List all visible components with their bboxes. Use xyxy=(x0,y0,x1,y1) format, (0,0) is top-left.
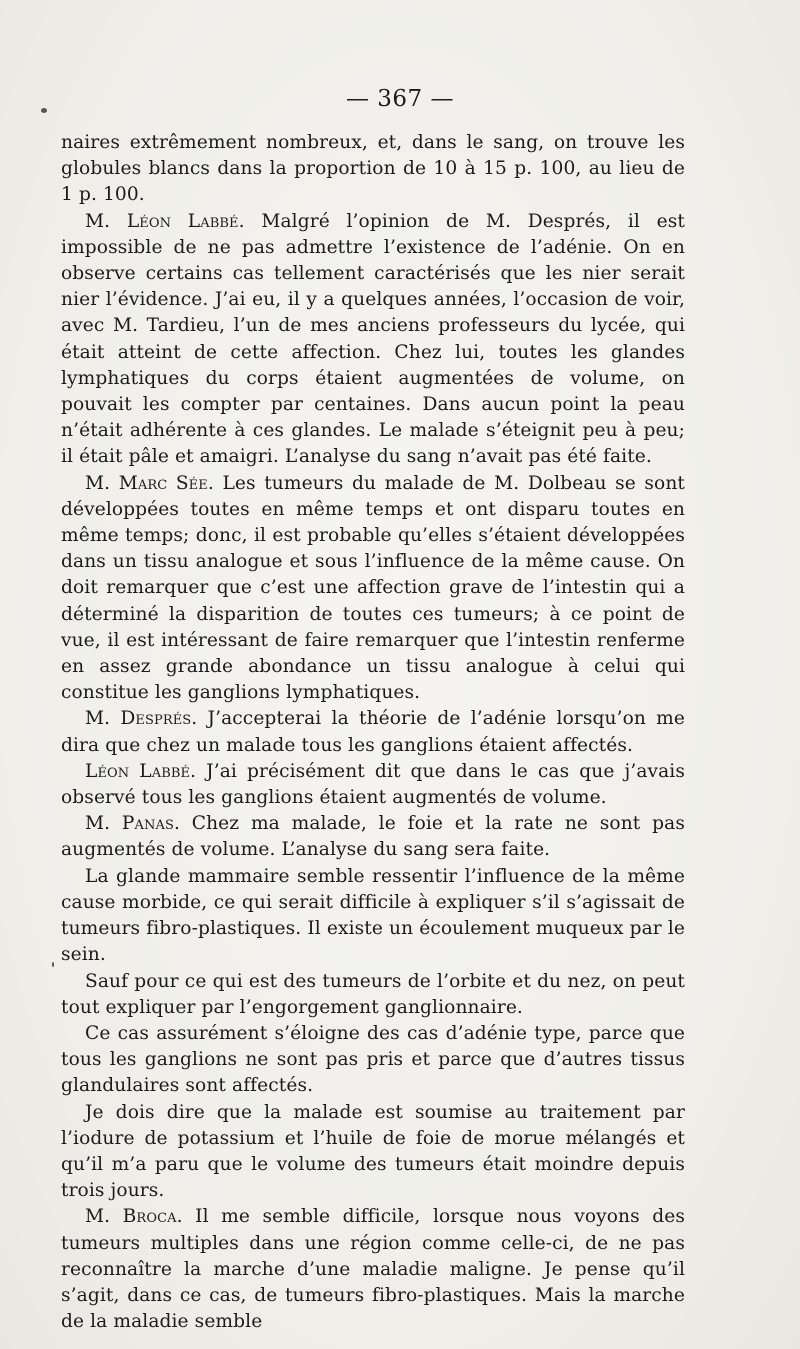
paragraph-text: J’accepterai la théorie de l’adénie lorsqu’on me dira que chez un malade tous les ganglions étaient affectés. xyxy=(61,708,686,756)
paragraph-text: Malgré l’opinion de M. Després, il est impossible de ne pas admettre l’existence de l’adénie. On en observe certains cas tellement caractérisés que les nier serait nier l’évidence. J’ai eu, il y a quelques années, l’occasion de voir, avec M. Tardieu, l’un de mes anciens professeurs du lycée, qui était atteint de cette affection. Chez lui, toutes les glandes lymphatiques du corps étaient augmentées de volume, on pouvait les compter par centaines. Dans aucun point la peau n’était adhérente à ces glandes. Le malade s’éteignit peu à peu; il était pâle et amaigri. L’analyse du sang n’avait pas été faite. xyxy=(61,210,685,468)
page-number: — 367 — xyxy=(345,86,455,112)
paragraph-text: La glande mammaire semble ressentir l’influence de la même cause morbide, ce qui serait difficile à expliquer s’il s’agissait de tumeurs fibro-plastiques. Il existe un écoulement muqueux par le sein. xyxy=(61,865,685,966)
speaker-name: M. Broca. xyxy=(85,1206,183,1228)
speaker-name: M. Després. xyxy=(85,708,198,730)
paragraph-text: naires extrêmement nombreux, et, dans le sang, on trouve les globules blancs dans la proportion de 10 à 15 p. 100, au lieu de 1 p. 100. xyxy=(61,132,685,206)
paragraph xyxy=(61,1204,685,1335)
body-text xyxy=(61,130,685,1335)
paragraph xyxy=(61,864,685,969)
speaker-name: M. Marc Sée. xyxy=(85,472,214,494)
paragraph-text: Je dois dire que la malade est soumise au traitement par l’iodure de potassium et l’huile de foie de morue mélangés et qu’il m’a paru que le volume des tumeurs était moindre depuis trois jours. xyxy=(61,1101,685,1202)
paragraph xyxy=(61,706,685,758)
paragraph-text: Ce cas assurément s’éloigne des cas d’adénie type, parce que tous les ganglions ne sont pas pris et parce que d’autres tissus glandulaires sont affectés. xyxy=(61,1022,685,1097)
paragraph xyxy=(61,471,685,707)
paragraph xyxy=(61,811,685,863)
paragraph-text: Les tumeurs du malade de M. Dolbeau se sont développées toutes en même temps et ont disparu toutes en même temps; donc, il est probable qu’elles s’étaient développées dans un tissu analogue et sous l’influence de la même cause. On doit remarquer que c’est une affection grave de l’intestin qui a déterminé la disparition de toutes ces tumeurs; à ce point de vue, il est intéressant de faire remarquer que l’intestin renferme en assez grande abondance un tissu analogue à celui qui constitue les ganglions lymphatiques. xyxy=(61,472,685,704)
paragraph xyxy=(61,759,685,811)
paragraph xyxy=(61,1100,685,1205)
paragraph xyxy=(61,209,685,471)
paragraph-text: J’ai précisément dit que dans le cas que j’avais observé tous les ganglions étaient augmentés de volume. xyxy=(61,760,685,809)
paragraph-text: Chez ma malade, le foie et la rate ne sont pas augmentés de volume. L’analyse du sang sera faite. xyxy=(61,813,685,861)
paragraph xyxy=(61,969,685,1021)
speaker-name: Léon Labbé. xyxy=(85,760,197,782)
print-speck xyxy=(52,962,54,967)
speaker-name: M. Panas. xyxy=(85,813,180,835)
speaker-name: M. Léon Labbé. xyxy=(85,210,245,232)
paragraph xyxy=(61,1021,685,1100)
paragraph-text: Il me semble difficile, lorsque nous voyons des tumeurs multiples dans une région comme celle-ci, de ne pas reconnaître la marche d’une maladie maligne. Je pense qu’il s’agit, dans ce cas, de tumeurs fibro-plastiques. Mais la marche de la maladie semble xyxy=(61,1206,685,1333)
paragraph xyxy=(61,130,685,209)
paragraph-text: Sauf pour ce qui est des tumeurs de l’orbite et du nez, on peut tout expliquer par l’engorgement ganglionnaire. xyxy=(61,970,685,1018)
